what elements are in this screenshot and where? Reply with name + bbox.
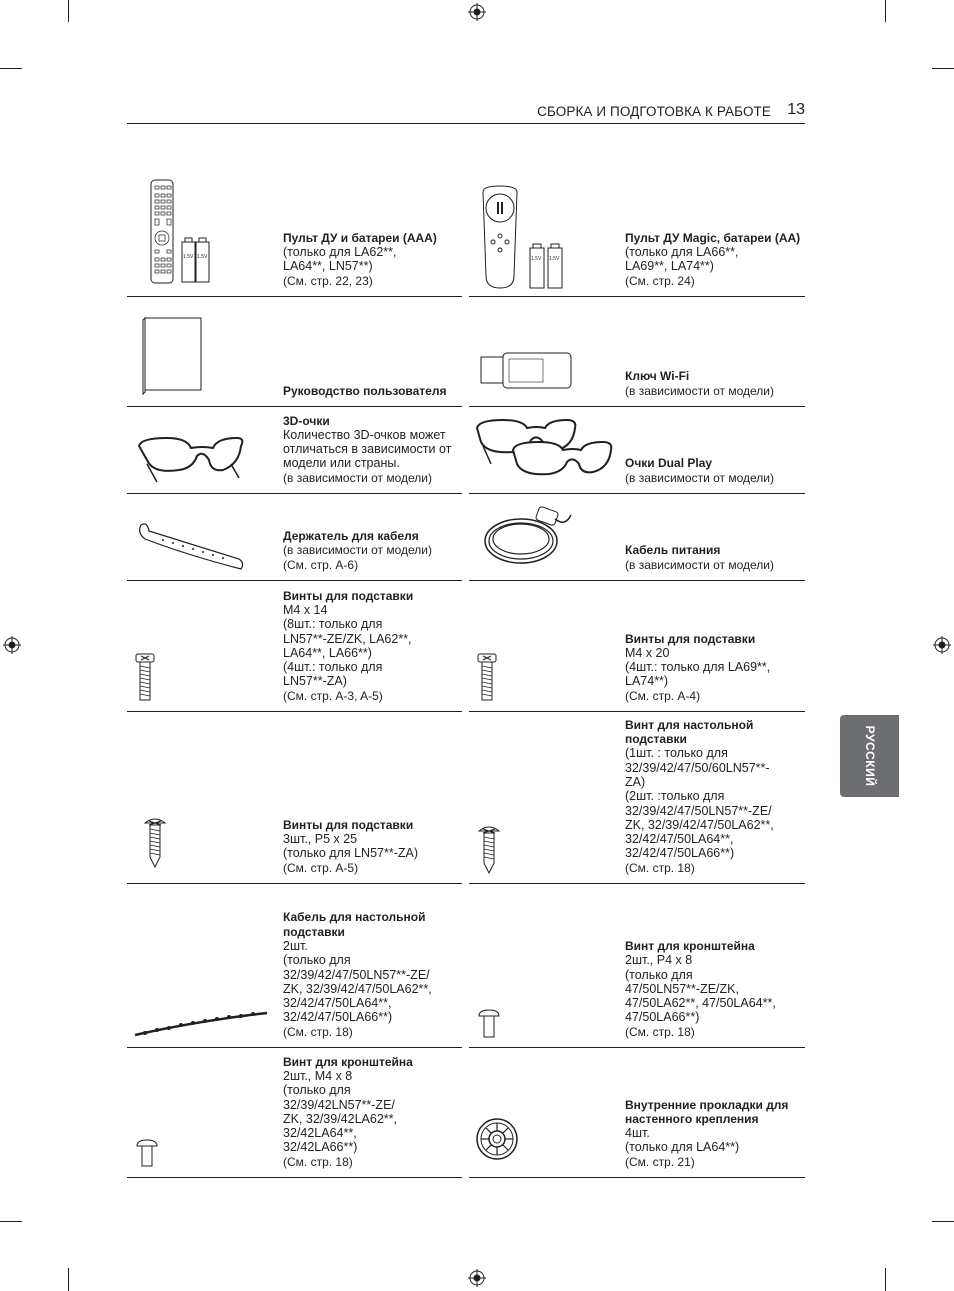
accessory-item — [469, 1047, 805, 1178]
crop-mark — [885, 0, 886, 22]
item-models: (8шт.: только для LN57**-ZE/ZK, LA62**, LA64**, LA66**) (4шт.: только для LN57**-ZA) — [283, 617, 412, 689]
registration-mark-icon — [468, 3, 486, 21]
item-detail: M4 x 20 — [625, 645, 670, 660]
accessory-item — [469, 493, 805, 581]
item-text — [283, 231, 461, 288]
item-detail: 2шт. — [283, 938, 308, 953]
language-tab — [840, 715, 899, 797]
item-see-also: (в зависимости от модели) — [625, 557, 774, 572]
svg-text:1.5V: 1.5V — [183, 254, 194, 260]
item-title: Внутренние прокладки для настенного крепления — [625, 1097, 789, 1126]
item-text — [625, 231, 803, 288]
wall-mount-spacer-icon — [469, 1047, 619, 1177]
accessory-item — [469, 296, 805, 407]
accessory-item — [127, 580, 462, 712]
item-see-also: (в зависимости от модели) — [283, 470, 432, 485]
accessory-item — [469, 580, 805, 712]
item-title: Очки Dual Play — [625, 456, 713, 471]
page-number: 13 — [787, 101, 805, 118]
section-title: СБОРКА И ПОДГОТОВКА К РАБОТЕ — [537, 104, 771, 119]
item-text — [283, 384, 461, 398]
item-text — [283, 414, 461, 485]
item-detail: Количество 3D-очков может отличаться в зависимости от модели или страны. — [283, 427, 452, 471]
item-text — [283, 1055, 461, 1169]
item-see-also: (в зависимости от модели) — [625, 470, 774, 485]
item-detail: M4 x 14 — [283, 602, 328, 617]
item-see-also: (См. стр. 18) — [625, 860, 695, 875]
accessory-item — [469, 883, 805, 1048]
item-see-also: (См. стр. 18) — [625, 1024, 695, 1039]
item-models: (только для 32/39/42/47/50LN57**-ZE/ ZK, 32/39/42/47/50LA62**, 32/42/47/50LA64**, 32/42/47/50LA66**) — [283, 953, 432, 1025]
magic-remote-icon — [469, 172, 619, 296]
accessory-item — [469, 711, 805, 884]
accessory-item — [127, 493, 462, 581]
item-text — [625, 456, 803, 485]
item-see-also: (См. стр. A-3, A-5) — [283, 688, 383, 703]
item-detail: 4шт. — [625, 1126, 650, 1141]
item-text — [283, 529, 461, 572]
crop-mark — [932, 1221, 954, 1222]
item-models: (только для LN57**-ZA) — [283, 846, 419, 861]
item-title: 3D-очки — [283, 413, 330, 428]
item-models: (только для LA64**) — [625, 1140, 740, 1155]
3d-glasses-icon — [127, 406, 277, 493]
crop-mark — [932, 68, 954, 69]
item-models: (4шт.: только для LA69**, LA74**) — [625, 660, 771, 689]
crop-mark — [885, 1268, 886, 1291]
item-title: Винт для кронштейна — [283, 1054, 413, 1069]
item-models: (только для 32/39/42LN57**-ZE/ ZK, 32/39/42LA62**, 32/42LA64**, 32/42LA66**) — [283, 1083, 397, 1155]
item-see-also: (в зависимости от модели) (См. стр. A-6) — [283, 543, 432, 572]
item-title: Винты для подставки — [625, 631, 756, 646]
item-title: Руководство пользователя — [283, 383, 447, 398]
item-title: Кабель для настольной подставки — [283, 910, 426, 939]
crop-mark — [68, 1268, 69, 1291]
item-models: (только для 47/50LN57**-ZE/ZK, 47/50LA62**, 47/50LA64**, 47/50LA66**) — [625, 967, 776, 1025]
item-see-also: (См. стр. 22, 23) — [283, 273, 373, 288]
item-see-also: (См. стр. 24) — [625, 273, 695, 288]
stand-screw-icon — [127, 711, 277, 883]
item-see-also: (См. стр. A-4) — [625, 688, 701, 703]
stand-screw-icon — [127, 580, 277, 711]
crop-mark — [68, 0, 69, 22]
accessory-item — [127, 172, 462, 297]
stand-screw-icon — [469, 580, 619, 711]
item-title: Держатель для кабеля — [283, 529, 419, 544]
item-text — [625, 543, 803, 572]
wifi-dongle-icon — [469, 296, 619, 406]
accessory-item — [127, 1047, 462, 1178]
item-detail: 2шт., M4 x 8 — [283, 1068, 353, 1083]
item-text — [625, 1098, 803, 1169]
accessory-item — [469, 172, 805, 297]
accessory-item — [127, 406, 462, 494]
item-text — [283, 589, 461, 703]
svg-text:1.5V: 1.5V — [197, 254, 208, 260]
accessory-item — [127, 883, 462, 1048]
cable-holder-icon — [127, 493, 277, 580]
item-title: Винт для настольной подставки — [625, 717, 754, 747]
item-text — [283, 910, 461, 1039]
item-detail: (только для LA66**, LA69**, LA74**) — [625, 245, 739, 274]
item-see-also: (См. стр. 21) — [625, 1154, 695, 1169]
registration-mark-icon — [3, 636, 21, 654]
item-text — [625, 939, 803, 1039]
item-detail: 3шт., P5 x 25 — [283, 832, 358, 847]
item-title: Ключ Wi-Fi — [625, 369, 690, 384]
item-detail: (только для LA62**, LA64**, LN57**) — [283, 245, 397, 274]
item-see-also: (См. стр. 18) — [283, 1154, 353, 1169]
item-detail: (1шт. : только для 32/39/42/47/50/60LN57**- ZA) (2шт. :только для 32/39/42/47/50LN57**-ZE/ ZK, 32/39/42/47/50LA62**, 32/42/47/50LA64**, 32/42/47/50LA66**) — [625, 746, 774, 861]
registration-mark-icon — [468, 1269, 486, 1287]
item-text — [625, 369, 803, 398]
item-title: Винты для подставки — [283, 817, 414, 832]
power-cable-icon — [469, 493, 619, 580]
bracket-screw-icon — [469, 883, 619, 1047]
item-title: Кабель питания — [625, 543, 721, 558]
remote-batteries-icon — [127, 172, 277, 296]
crop-mark — [0, 68, 22, 69]
crop-mark — [0, 1221, 22, 1222]
item-see-also: (в зависимости от модели) — [625, 383, 774, 398]
language-tab-label: РУССКИЙ — [862, 725, 877, 787]
manual-icon — [127, 296, 277, 406]
item-text — [625, 718, 803, 875]
accessory-item — [127, 296, 462, 407]
bracket-screw-icon — [127, 1047, 277, 1177]
item-title: Винты для подставки — [283, 588, 414, 603]
page-header — [127, 101, 805, 124]
dual-play-glasses-icon — [469, 406, 619, 493]
desk-stand-cable-icon — [127, 883, 277, 1047]
item-see-also: (См. стр. A-5) — [283, 860, 359, 875]
desk-stand-screw-icon — [469, 711, 619, 883]
item-detail: 2шт., P4 x 8 — [625, 953, 693, 968]
accessory-item — [127, 711, 462, 884]
accessory-item — [469, 406, 805, 494]
item-text — [283, 818, 461, 875]
svg-text:1.5V: 1.5V — [531, 256, 542, 262]
item-see-also: (См. стр. 18) — [283, 1024, 353, 1039]
item-title: Винт для кронштейна — [625, 938, 755, 953]
registration-mark-icon — [933, 636, 951, 654]
svg-text:1.5V: 1.5V — [549, 256, 560, 262]
item-title: Пульт ДУ и батареи (AAA) — [283, 230, 437, 245]
item-text — [625, 632, 803, 703]
item-title: Пульт ДУ Magic, батареи (AA) — [625, 230, 801, 245]
